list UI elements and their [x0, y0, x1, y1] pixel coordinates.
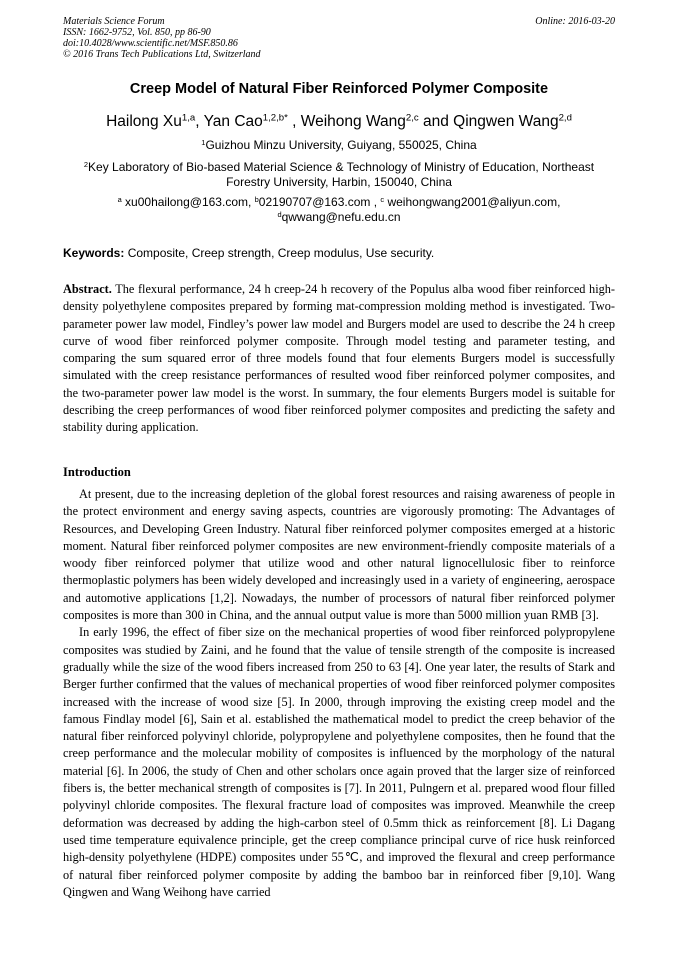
email-list [63, 195, 615, 225]
abstract-label: Abstract. [63, 282, 112, 296]
affiliation-2 [63, 160, 615, 190]
author-list [63, 113, 615, 131]
email-address: weihongwang2001@aliyun.com, [384, 195, 561, 209]
abstract [63, 281, 615, 437]
keywords [63, 246, 615, 260]
email-address: 02190707@163.com , [258, 195, 381, 209]
affiliation-sup: 1 [201, 137, 206, 147]
affiliation-1 [63, 138, 615, 153]
doi-line: doi:10.4028/www.scientific.net/MSF.850.86 [63, 38, 238, 49]
email-sup: c [380, 194, 385, 204]
author-sup: 1,2,b* [262, 112, 288, 124]
affiliation-sup: 2 [83, 159, 89, 169]
author-name: Hailong Xu [106, 113, 182, 130]
author-sep: and [418, 113, 454, 130]
author-sep: , [287, 113, 301, 130]
paragraph: At present, due to the increasing depletion of the global forest resources and raising awareness of people in the protect environment and energy saving aspects, countries are vigorously promoting: The Advantages of Resources, and Developing Green Industry. Natural fiber reinforced polymer composites emerged at a historic moment. Natural fiber reinforced polymer composites are new environment-friendly composite materials of a woody fiber reinforced polymer that utilize wood and other natural lignocellulosic fiber to reinforce thermoplastic polymers has been widely developed and increasingly used in a variety of engineering, aerospace and automotive applications [1,2]. Nowadays, the number of processors of natural fiber reinforced polymer composites is more than 300 in China, and the annual output value is more than 5000 million yuan RMB [3]. [63, 487, 615, 623]
email-address: xu00hailong@163.com, [121, 195, 255, 209]
copyright-line: © 2016 Trans Tech Publications Ltd, Switzerland [63, 49, 261, 60]
author-sup: 2,c [405, 112, 419, 124]
introduction-body [63, 486, 615, 901]
journal-name: Materials Science Forum [63, 16, 165, 27]
online-date: Online: 2016-03-20 [535, 16, 615, 27]
email-sup: a [117, 194, 122, 204]
author-sup: 1,a [181, 112, 196, 124]
author-name: Qingwen Wang [453, 113, 559, 130]
email-address: qwwang@nefu.edu.cn [281, 210, 401, 224]
affiliation-text: Guizhou Minzu University, Guiyang, 550025, China [205, 138, 477, 152]
author-sep: , [195, 113, 204, 130]
keywords-label: Keywords: [63, 246, 125, 260]
journal-header [63, 16, 261, 60]
paragraph: In early 1996, the effect of fiber size on the mechanical properties of wood fiber reinforced polypropylene composites was studied by Zaini, and he found that the value of tensile strength of the composite is increased gradually while the size of the wood fibers increased from 250 to 63 [4]. One year later, the results of Stark and Berger further confirmed that the values of mechanical properties of wood fiber reinforced polymer composites increased with the increase of wood size [5]. In 2000, through improving the existing creep model and the famous Findlay model [6], Sain et al. established the mathematical model to predict the creep behavior of the natural fiber reinforced polyvinyl chloride, polypropylene and polyethylene composites, then he found that the creep performance and the molecular mobility of composites is influenced by the morphology of the natural material [6]. In 2006, the study of Chen and other scholars once again proved that the larger size of reinforced fibers is, the better mechanical strength of composites is [7]. In 2011, Pulngern et al. prepared wood flour filled polyvinyl chloride composites. The flexural fracture load of composites was improved. Meanwhile the creep deformation was decreased by adding the high-carbon steel of 0.5mm thick as reinforcement [8]. Li Dagang used time temperature equivalence principle, get the creep compliance principal curve of rice husk reinforced high-density polyethylene (HDPE) composites under 55℃, and improved the flexural and creep performance of natural fiber reinforced polymer composite by adding the bamboo bar in reinforced fiber [9,10]. Wang Qingwen and Wang Weihong have carried [63, 625, 615, 899]
paper-title: Creep Model of Natural Fiber Reinforced Polymer Composite [129, 81, 549, 97]
email-sup: b [254, 194, 259, 204]
abstract-text: The flexural performance, 24 h creep-24 h recovery of the Populus alba wood fiber reinforced high-density polyethylene composites prepared by forming mat-compression molding method is investigated. Two-parameter power law model, Findley’s power law model and Burgers model are used to describe the 24 h creep curve of wood fiber reinforced polymer composite. Through model testing and parameter testing, and comparing the sum squared error of three models found that four elements Burgers model is successfully simulated with the creep resistance performances of resulted wood fiber reinforced polymer composites, and the two-parameter power law model is the worst. In summary, the four elements Burgers model is suitable for describing the creep performances of wood fiber reinforced polymer composites and predicting the safety and stability during application. [63, 282, 615, 435]
author-name: Yan Cao [203, 113, 263, 130]
affiliation-text: Key Laboratory of Bio-based Material Science & Technology of Ministry of Education, Northeast Forestry University, Harbin, 150040, China [88, 160, 595, 189]
author-sup: 2,d [558, 112, 572, 124]
keywords-text: Composite, Creep strength, Creep modulus, Use security. [124, 246, 435, 260]
issn-line: ISSN: 1662-9752, Vol. 850, pp 86-90 [63, 27, 211, 38]
email-sup: d [277, 209, 282, 219]
author-name: Weihong Wang [300, 113, 406, 130]
section-heading-introduction: Introduction [63, 465, 131, 479]
